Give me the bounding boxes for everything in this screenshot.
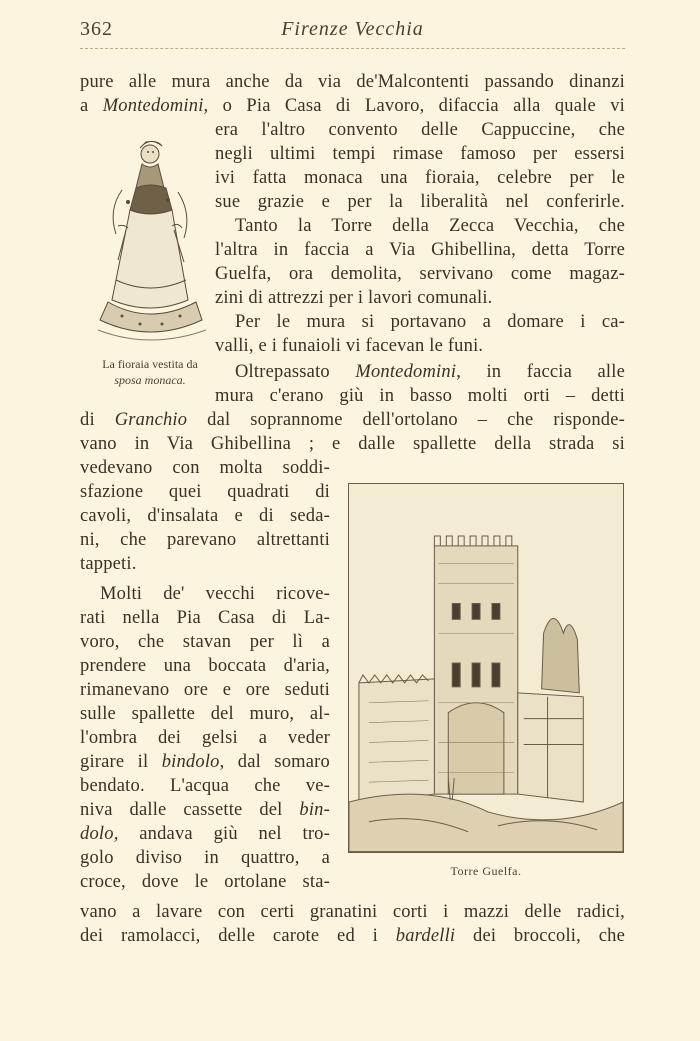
text-span: vano a lavare con certi granatini corti i mazzi delle radici, [80, 902, 625, 922]
text-line [235, 310, 625, 334]
torre-guelfa-illustration [348, 483, 624, 853]
text-span: tappeti. [80, 554, 137, 574]
text-line [215, 262, 625, 286]
text-span: Molti de' vecchi ricove- [100, 584, 330, 604]
text-line [235, 214, 625, 238]
running-title: Firenze Vecchia [281, 18, 424, 40]
fioraia-caption-line-1: La fioraia vestita da [102, 357, 198, 371]
italic-text: bin- [299, 800, 330, 820]
fioraia-illustration [88, 130, 213, 355]
text-span: rati nella Pia Casa di La- [80, 608, 330, 628]
italic-text: Montedomini [102, 96, 204, 116]
text-span: andava giù nel tro- [118, 824, 330, 844]
text-line [100, 582, 330, 606]
text-span: negli ultimi tempi rimase famoso per essersi [215, 144, 625, 164]
text-span: golo diviso in quattro, a [80, 848, 330, 868]
torre-caption: Torre Guelfa. [450, 864, 522, 878]
text-line [80, 70, 625, 94]
text-line [80, 504, 330, 528]
text-line [80, 654, 330, 678]
text-line [80, 432, 625, 456]
text-span: prendere una boccata d'aria, [80, 656, 330, 676]
text-line [80, 456, 330, 480]
text-span: Oltrepassato [235, 362, 356, 382]
text-span: Tanto la Torre della Zecca Vecchia, che [235, 216, 625, 236]
text-line [80, 924, 625, 948]
text-span: rimanevano ore e ore seduti [80, 680, 330, 700]
text-span: , dal somaro [219, 752, 330, 772]
text-span: pure alle mura anche da via de'Malcontenti passando dinanzi [80, 72, 625, 92]
text-span: dal soprannome dell'ortolano – che risponde- [187, 410, 625, 430]
text-line [235, 360, 625, 384]
italic-text: bardelli [395, 926, 456, 946]
text-line [80, 408, 625, 432]
text-line [80, 774, 330, 798]
text-span: l'altra in faccia a Via Ghibellina, detta Torre [215, 240, 625, 260]
text-span: valli, e i funaioli vi facevan le funi. [215, 336, 484, 356]
text-line [215, 334, 625, 358]
italic-text: dolo, [80, 824, 119, 844]
text-span: cavoli, d'insalata e di seda- [80, 506, 330, 526]
text-span: ivi fatta monaca una fioraia, celebre per le [215, 168, 625, 188]
text-span: l'ombra dei gelsi a veder [80, 728, 330, 748]
text-span: Guelfa, ora demolita, servivano come magaz- [215, 264, 625, 284]
text-span: voro, che stavan per lì a [80, 632, 330, 652]
text-line [215, 286, 625, 310]
text-span: dei broccoli, che [455, 926, 625, 946]
text-span: bendato. L'acqua che ve- [80, 776, 330, 796]
text-line [215, 190, 625, 214]
text-span: girare il [80, 752, 162, 772]
text-line [80, 900, 625, 924]
text-span: sfazione quei quadrati di [80, 482, 330, 502]
page-number: 362 [80, 18, 113, 40]
italic-text: Montedomini [355, 362, 457, 382]
text-line [80, 678, 330, 702]
text-span: dei ramolacci, delle carote ed i [80, 926, 396, 946]
text-line [215, 238, 625, 262]
text-span: , in faccia alle [456, 362, 625, 382]
italic-text: Granchio [114, 410, 188, 430]
text-line [215, 384, 625, 408]
text-line [80, 726, 330, 750]
text-span: mura c'erano giù in basso molti orti – detti [215, 386, 625, 406]
text-line [80, 552, 330, 576]
page-header [80, 18, 625, 48]
text-span: zini di attrezzi per i lavori comunali. [215, 288, 493, 308]
text-line [215, 142, 625, 166]
text-span: era l'altro convento delle Cappuccine, che [215, 120, 625, 140]
fioraia-caption-line-2: sposa monaca. [114, 373, 186, 387]
text-span: ni, che parevano altrettanti [80, 530, 330, 550]
text-line [80, 846, 330, 870]
text-line [80, 630, 330, 654]
text-span: di [80, 410, 115, 430]
fioraia-caption [80, 356, 220, 388]
text-span: sulle spallette del muro, al- [80, 704, 330, 724]
header-rule [80, 48, 625, 49]
text-span: sue grazie e per la liberalità nel conferirle. [215, 192, 625, 212]
text-span: vedevano con molta soddi- [80, 458, 330, 478]
text-line [80, 870, 330, 894]
text-span: niva dalle cassette del [80, 800, 300, 820]
text-line [215, 166, 625, 190]
text-line [80, 798, 330, 822]
text-line [80, 702, 330, 726]
italic-text: bindolo [161, 752, 220, 772]
text-span: Per le mura si portavano a domare i ca- [235, 312, 625, 332]
text-span: a [80, 96, 103, 116]
text-span: vano in Via Ghibellina ; e dalle spallette della strada si [80, 434, 625, 454]
text-line [80, 750, 330, 774]
text-line [80, 606, 330, 630]
text-line [80, 822, 330, 846]
text-span: croce, dove le ortolane sta- [80, 872, 330, 892]
text-line [80, 528, 330, 552]
text-line [215, 118, 625, 142]
text-span: , o Pia Casa di Lavoro, difaccia alla quale vi [203, 96, 625, 116]
text-line [80, 480, 330, 504]
text-line [80, 94, 625, 118]
